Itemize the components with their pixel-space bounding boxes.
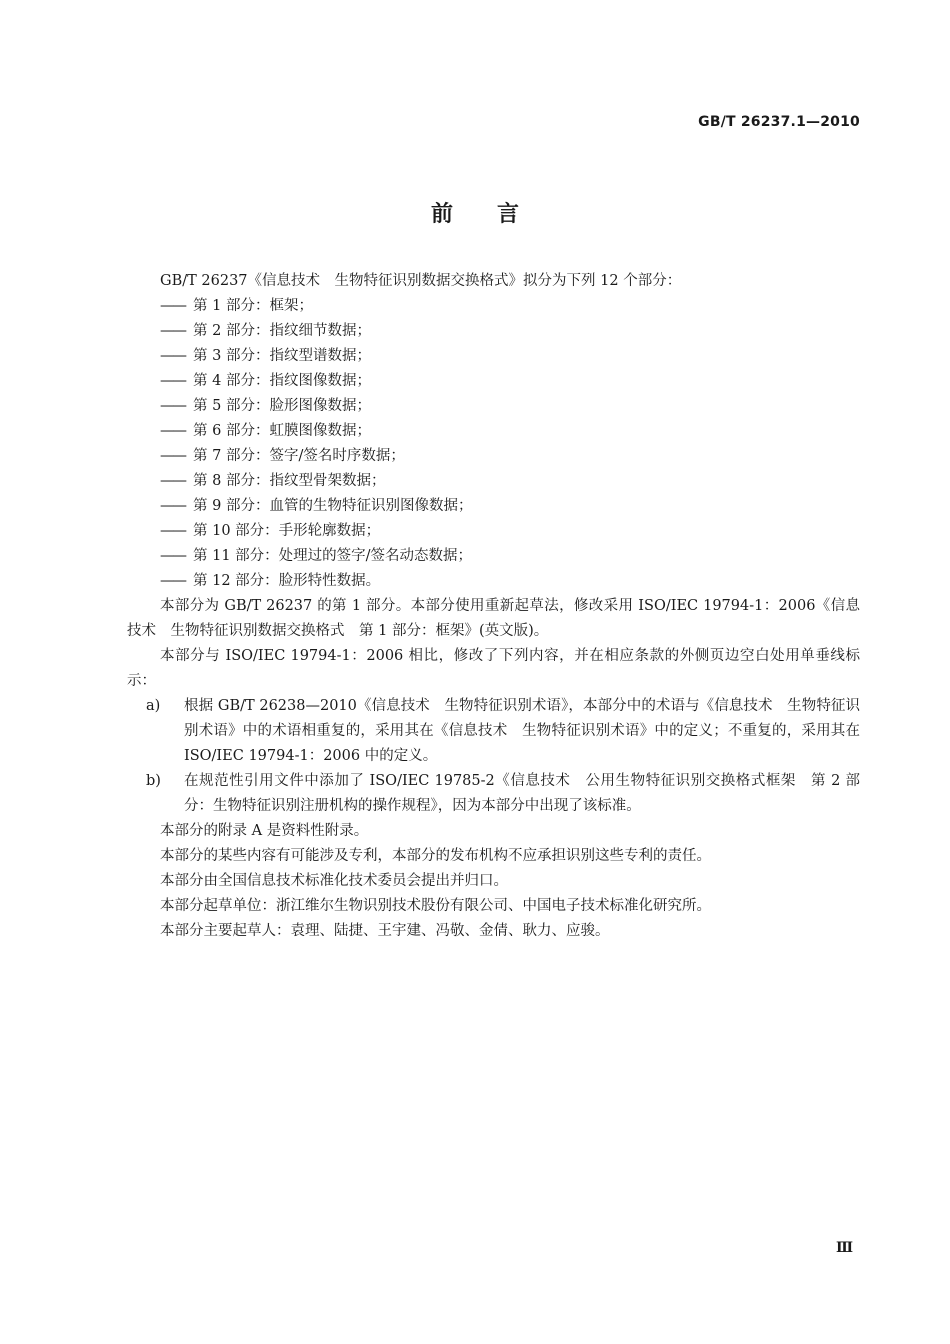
change-item-b bbox=[127, 769, 860, 819]
drafting-units-paragraph: 本部分起草单位：浙江维尔生物识别技术股份有限公司、中国电子技术标准化研究所。 bbox=[160, 898, 711, 914]
intro-paragraph: GB/T 26237《信息技术 生物特征识别数据交换格式》拟分为下列 12 个部分： bbox=[160, 273, 682, 289]
list-item: —— 第 7 部分：签字/签名时序数据； bbox=[160, 448, 405, 464]
drafters-paragraph: 本部分主要起草人：袁理、陆捷、王宇建、冯敬、金倩、耿力、应骏。 bbox=[160, 923, 610, 939]
change-item-a bbox=[127, 694, 860, 769]
list-item: —— 第 1 部分：框架； bbox=[160, 298, 313, 314]
list-item: —— 第 8 部分：指纹型骨架数据； bbox=[160, 473, 386, 489]
patent-paragraph: 本部分的某些内容有可能涉及专利，本部分的发布机构不应承担识别这些专利的责任。 bbox=[160, 848, 711, 864]
list-item: —— 第 11 部分：处理过的签字/签名动态数据； bbox=[160, 548, 473, 564]
annex-paragraph: 本部分的附录 A 是资料性附录。 bbox=[160, 823, 369, 839]
list-item: —— 第 9 部分：血管的生物特征识别图像数据； bbox=[160, 498, 473, 514]
preface-body bbox=[127, 269, 860, 944]
page-number: Ⅲ bbox=[835, 1240, 853, 1256]
list-item: —— 第 12 部分：脸形特性数据。 bbox=[160, 573, 381, 589]
page-title: 前言 bbox=[430, 202, 563, 227]
proposer-paragraph: 本部分由全国信息技术标准化技术委员会提出并归口。 bbox=[160, 873, 508, 889]
list-item: —— 第 5 部分：脸形图像数据； bbox=[160, 398, 371, 414]
list-item: —— 第 4 部分：指纹图像数据； bbox=[160, 373, 371, 389]
list-item: —— 第 6 部分：虹膜图像数据； bbox=[160, 423, 371, 439]
change-text: 在规范性引用文件中添加了 ISO/IEC 19785-2《信息技术 公用生物特征识别交换格式框架 第 2 部分：生物特征识别注册机构的操作规程》，因为本部分中出现了该标准。 bbox=[184, 773, 860, 814]
change-text: 根据 GB/T 26238—2010《信息技术 生物特征识别术语》，本部分中的术语与《信息技术 生物特征识别术语》中的术语相重复的，采用其在《信息技术 生物特征识别术语》中的定义；不重复的，采用其在 ISO/IEC 19794-1：2006 中的定义。 bbox=[184, 698, 860, 764]
list-item: —— 第 3 部分：指纹型谱数据； bbox=[160, 348, 371, 364]
list-marker: a) bbox=[146, 698, 161, 714]
list-item: —— 第 10 部分：手形轮廓数据； bbox=[160, 523, 381, 539]
adoption-paragraph: 本部分为 GB/T 26237 的第 1 部分。本部分使用重新起草法，修改采用 ISO/IEC 19794-1：2006《信息技术 生物特征识别数据交换格式 第 1 部分：框架》(英文版)。 bbox=[127, 598, 860, 639]
document-code: GB/T 26237.1—2010 bbox=[698, 114, 860, 130]
changes-paragraph: 本部分与 ISO/IEC 19794-1：2006 相比，修改了下列内容，并在相应条款的外侧页边空白处用单垂线标示： bbox=[127, 648, 860, 689]
list-item: —— 第 2 部分：指纹细节数据； bbox=[160, 323, 371, 339]
list-marker: b) bbox=[146, 773, 161, 789]
